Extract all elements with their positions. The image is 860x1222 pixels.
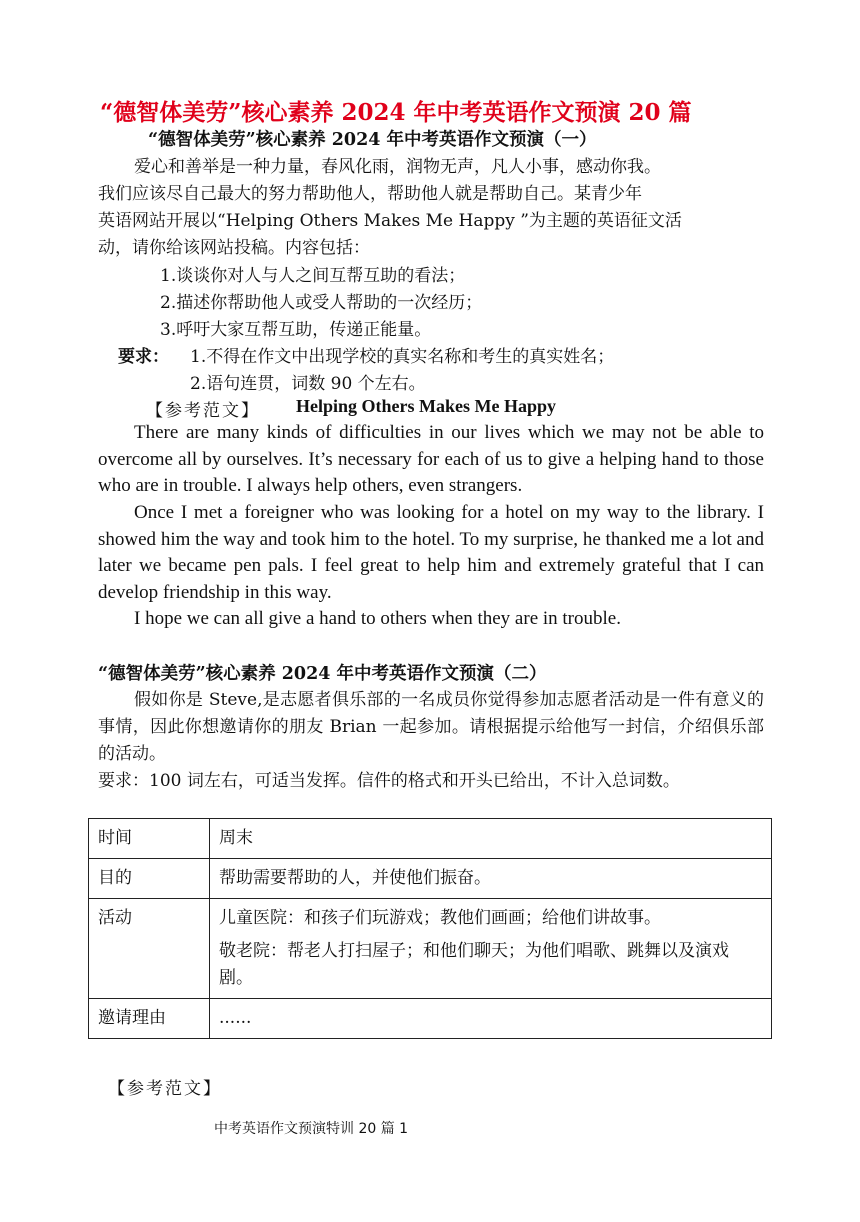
section2-requirement: 要求：100 词左右，可适当发挥。信件的格式和开头已给出，不计入总词数。 [98,771,680,791]
essay-paragraph: Once I met a foreigner who was looking for a hotel on my way to the library. I showed him the way and took him to the hotel. To my surprise, he thanked me a lot and later we became pen pals. I feel great to help him and extremely grateful that I can develop friendship in this way. [98,502,764,603]
essay-paragraph: There are many kinds of difficulties in our lives which we may not be able to overcome all by ourselves. It’s necessary for each of us to give a helping hand to those who are in trouble. I always help others, even strangers. [98,422,764,496]
table-value: 敬老院：帮老人打扫屋子；和他们聊天；为他们唱歌、跳舞以及演戏剧。 [219,941,729,988]
table-key: 邀请理由 [89,999,210,1039]
reference-label: 【参考范文】 [146,401,260,421]
table-row [89,819,772,859]
requirement-label: 要求： [118,347,169,367]
essay-title: Helping Others Makes Me Happy [296,396,556,416]
reference-label: 【参考范文】 [108,1079,222,1099]
section2-title: “德智体美劳”核心素养 2024 年中考英语作文预演（二） [98,664,547,684]
section1-prompt-line1: 爱心和善举是一种力量，春风化雨，润物无声，凡人小事，感动你我。 [134,157,661,177]
table-row [89,899,772,999]
requirement-item: 2.语句连贯，词数 90 个左右。 [190,374,426,394]
table-value-cell [210,899,772,999]
content-point: 1.谈谈你对人与人之间互帮互助的看法； [160,266,466,286]
table-value: 儿童医院：和孩子们玩游戏；教他们画画；给他们讲故事。 [219,908,661,928]
table-value: 周末 [210,819,772,859]
essay-paragraph: I hope we can all give a hand to others when they are in trouble. [134,608,621,629]
table-key: 目的 [89,859,210,899]
page-footer: 中考英语作文预演特训 20 篇 1 [214,1121,409,1137]
section2-prompt: 假如你是 Steve,是志愿者俱乐部的一名成员你觉得参加志愿者活动是一件有意义的事情，因此你想邀请你的朋友 Brian 一起参加。请根据提示给他写一封信，介绍俱乐部的活动。 [98,690,764,764]
info-table [88,818,772,1039]
table-key: 活动 [89,899,210,999]
section1-prompt-line2: 我们应该尽自己最大的努力帮助他人，帮助他人就是帮助自己。某青少年 [98,184,642,204]
section1-prompt-line3: 英语网站开展以“Helping Others Makes Me Happy ”为主题的英语征文活 [98,211,682,231]
content-point: 2.描述你帮助他人或受人帮助的一次经历； [160,293,483,313]
main-title: “德智体美劳”核心素养 2024 年中考英语作文预演 20 篇 [100,99,692,126]
content-point: 3.呼吁大家互帮互助，传递正能量。 [160,320,432,340]
section1-title: “德智体美劳”核心素养 2024 年中考英语作文预演（一） [148,130,597,150]
table-value: ...... [210,999,772,1039]
section1-prompt-line4: 动，请你给该网站投稿。内容包括： [98,238,370,258]
requirement-item: 1.不得在作文中出现学校的真实名称和考生的真实姓名； [190,347,615,367]
table-key: 时间 [89,819,210,859]
table-row [89,859,772,899]
table-value: 帮助需要帮助的人，并使他们振奋。 [210,859,772,899]
table-row [89,999,772,1039]
